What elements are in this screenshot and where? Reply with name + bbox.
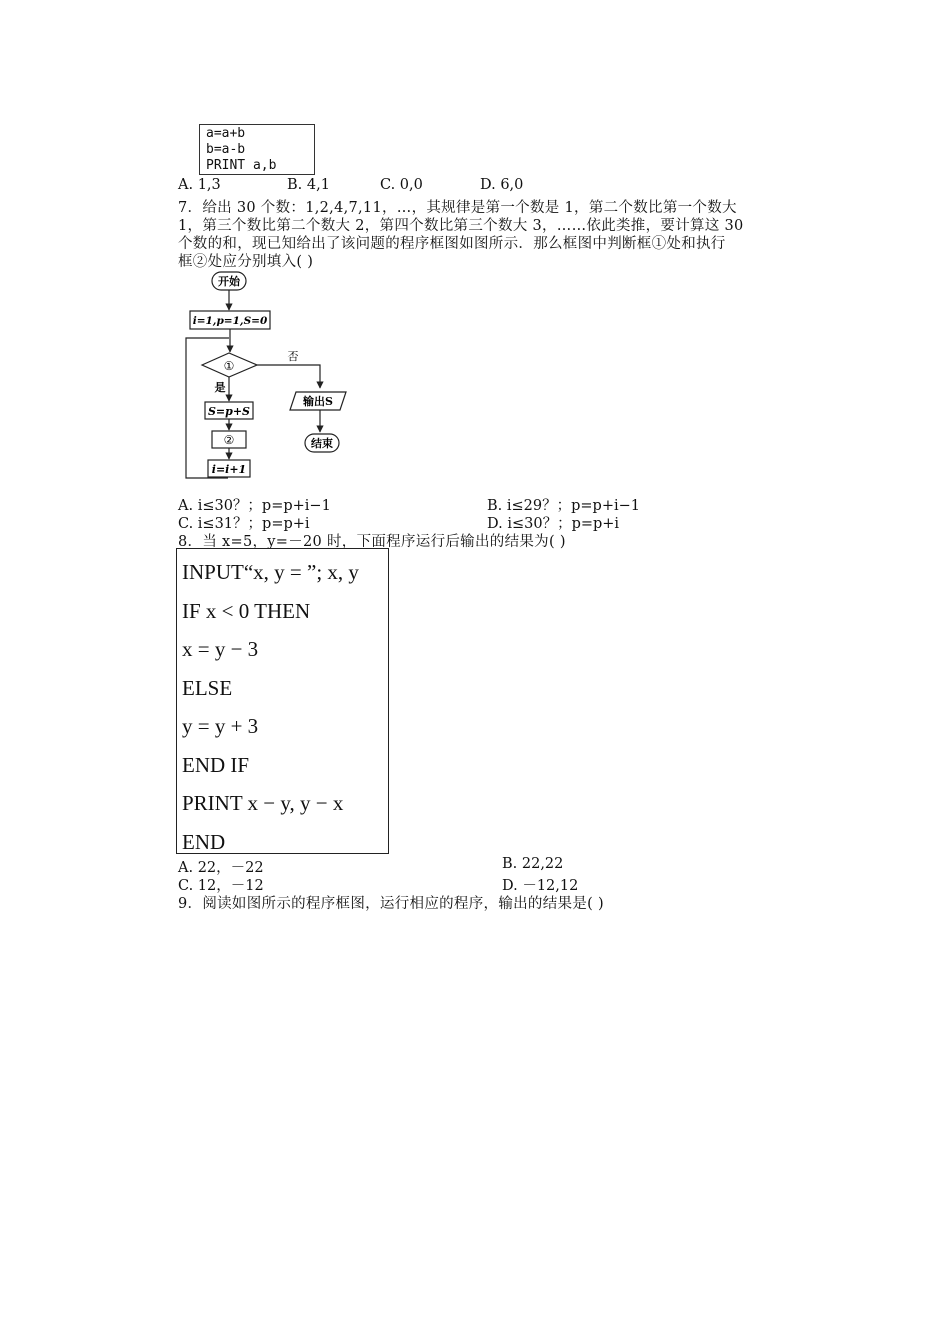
q8-option-d: D. －12,12 bbox=[502, 878, 579, 894]
q8-code-line: INPUT“x, y = ”; x, y bbox=[182, 560, 359, 584]
q7-option-b: B. i≤29？；p=p+i−1 bbox=[487, 498, 640, 514]
q7-option-a: A. i≤30？；p=p+i−1 bbox=[178, 498, 331, 514]
q6-code-line: b=a-b bbox=[206, 142, 246, 157]
q6-code-box bbox=[199, 124, 315, 175]
q8-code-line: END bbox=[182, 829, 226, 854]
q7-option-d: D. i≤30？；p=p+i bbox=[487, 516, 620, 532]
q6-option-a: A. 1,3 bbox=[178, 177, 221, 193]
q8-code-line: END IF bbox=[182, 752, 250, 777]
q8-code-line: ELSE bbox=[182, 675, 233, 700]
flow-step1-label: S=p+S bbox=[207, 405, 251, 418]
flow-step3-label: i=i+1 bbox=[211, 463, 247, 476]
q8-code-line: IF x < 0 THEN bbox=[182, 598, 311, 623]
q7-stem-line: 7．给出 30 个数：1,2,4,7,11，…，其规律是第一个数是 1，第二个数比第一个数大 bbox=[178, 200, 737, 216]
q8-option-c: C. 12，－12 bbox=[178, 878, 264, 894]
flow-step2-label: ② bbox=[223, 433, 235, 447]
flow-init-label: i=1,p=1,S=0 bbox=[192, 315, 268, 327]
q7-stem-line: 框②处应分别填入( ) bbox=[178, 254, 314, 270]
q8-code-line: y = y + 3 bbox=[182, 714, 259, 738]
q7-flowchart bbox=[180, 268, 360, 493]
q8-code-box bbox=[176, 548, 389, 854]
q8-code-line: x = y − 3 bbox=[182, 637, 259, 661]
flow-decision-label: ① bbox=[223, 359, 235, 373]
q8-option-b: B. 22,22 bbox=[502, 856, 564, 872]
q7-option-c: C. i≤31？；p=p+i bbox=[178, 516, 310, 532]
q8-option-a: A. 22，－22 bbox=[178, 860, 264, 876]
q8-code-line: PRINT x − y, y − x bbox=[182, 791, 344, 815]
q7-stem-line: 1，第三个数比第二个数大 2，第四个数比第三个数大 3，……依此类推，要计算这 30 bbox=[178, 218, 744, 234]
q6-option-c: C. 0,0 bbox=[380, 177, 423, 193]
q6-option-d: D. 6,0 bbox=[480, 177, 524, 193]
q6-option-b: B. 4,1 bbox=[287, 177, 330, 193]
q8-stem: 8．当 x=5，y=－20 时，下面程序运行后输出的结果为( ) bbox=[178, 534, 566, 550]
flow-end-label: 结束 bbox=[311, 437, 333, 450]
q6-code-line: PRINT a,b bbox=[206, 158, 277, 173]
flow-no-label: 否 bbox=[287, 350, 299, 363]
q6-code-line: a=a+b bbox=[206, 126, 246, 141]
flow-output-label: 输出S bbox=[303, 395, 333, 408]
q9-stem: 9．阅读如图所示的程序框图，运行相应的程序，输出的结果是( ) bbox=[178, 896, 604, 912]
flow-start-label: 开始 bbox=[218, 275, 240, 288]
flow-yes-label: 是 bbox=[214, 381, 226, 394]
q7-stem-line: 个数的和，现已知给出了该问题的程序框图如图所示．那么框图中判断框①处和执行 bbox=[178, 236, 726, 252]
